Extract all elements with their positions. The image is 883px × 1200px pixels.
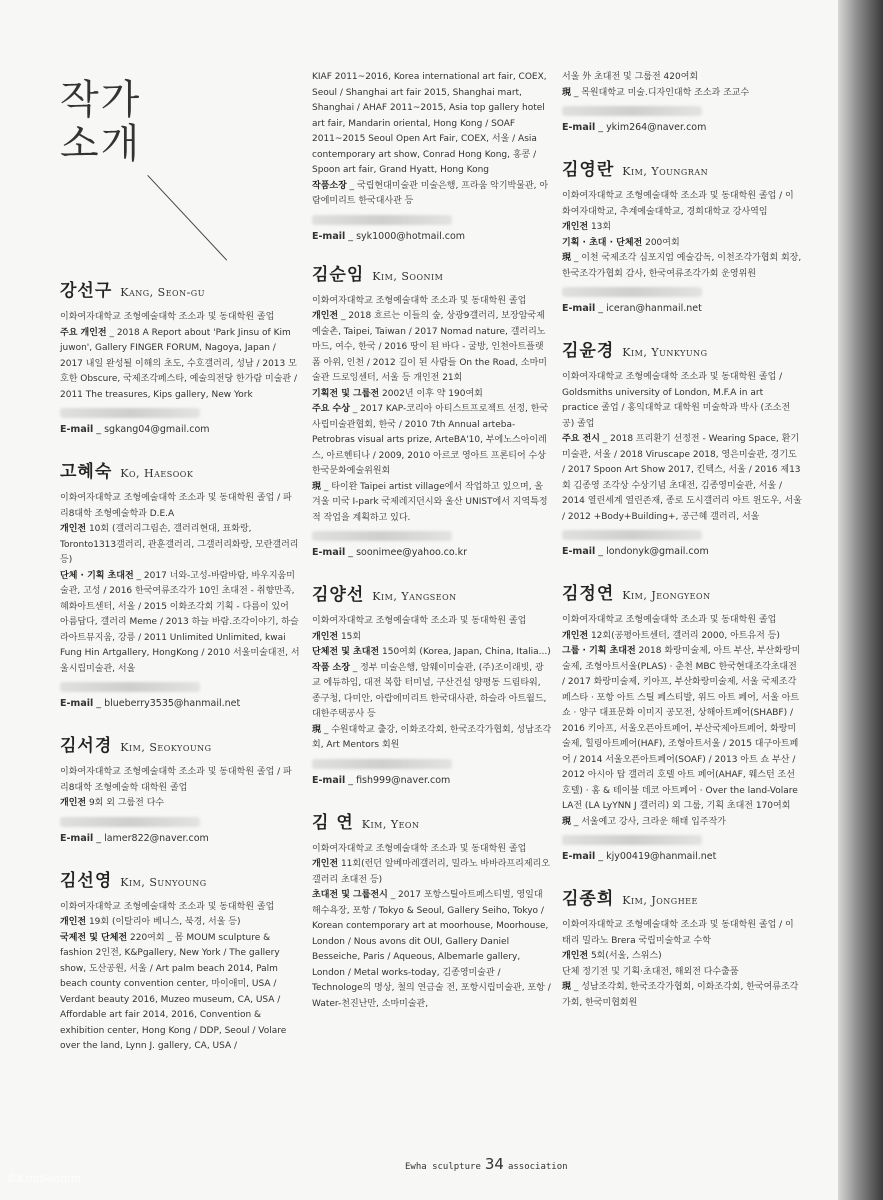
artist-name	[60, 276, 300, 301]
bio-label: 기획 · 초대 · 단체전	[562, 237, 643, 248]
artist-name	[562, 336, 802, 361]
bio-text: _ 수원대학교 출강, 이화조각회, 한국조각가협회, 성남조각회, Art Mentors 회원	[312, 724, 552, 750]
bio-label: 개인전	[562, 222, 589, 232]
artist-name-english: Kim, Jonghee	[622, 894, 698, 907]
bio-label: 작품소장	[312, 180, 347, 191]
artist-entry	[312, 580, 552, 786]
artist-entry	[562, 579, 802, 862]
artist-name-english: Kim, Seokyoung	[120, 741, 212, 754]
bio-label: 개인전	[60, 798, 87, 808]
column-2	[312, 70, 552, 1034]
artist-entry	[312, 808, 552, 1013]
title-divider-line	[147, 175, 227, 261]
bio-line	[312, 402, 552, 480]
bio-line	[60, 796, 300, 812]
artist-bio	[562, 918, 802, 1011]
bio-line	[312, 70, 552, 179]
artist-email: E-mail _ syk1000@hotmail.com	[312, 230, 466, 242]
bio-line	[312, 309, 552, 387]
bio-text: 11회(런던 알베마레갤러리, 밀라노 바바라프리제리오 갤러리 초대전 등)	[312, 859, 550, 885]
bio-text: 이화여자대학교 조형예술대학 조소과 및 동대학원 졸업	[60, 901, 275, 912]
footer-right: association	[507, 1162, 568, 1172]
bio-text: _ 2018 흐르는 이들의 숲, 상광9갤러리, 보장암국제예술촌, Taipei, Taiwan / 2017 Nomad nature, 갤러리노마드, 여수, 한국 / 2016 땅이 된 바다 - 굴방, 인천아트플랫폼 아위, 인천 / 2012 길이 된 사람들 On the Road, 소마미술관 드로잉센터, 서울 등 개인전 21회	[312, 311, 547, 383]
redacted-contact	[312, 215, 452, 225]
bio-text: _ 서울예고 강사, 크라운 해태 입주작가	[571, 816, 726, 827]
artist-name-korean: 김종희	[562, 889, 615, 909]
bio-label: 작품 소장	[312, 662, 350, 673]
column-3	[562, 70, 802, 1033]
bio-line	[562, 965, 802, 981]
email-address: londonyk@gmail.com	[606, 546, 709, 557]
bio-line	[562, 629, 802, 645]
bio-text: 2002년 이후 약 190여회	[379, 388, 483, 399]
bio-label: 現	[312, 481, 322, 492]
bio-label: 現	[312, 724, 322, 735]
bio-line	[60, 915, 300, 931]
bio-line	[562, 189, 802, 220]
artist-name-english: Kim, Yangseon	[372, 590, 457, 603]
email-address: ykim264@naver.com	[606, 122, 707, 133]
bio-line	[60, 569, 300, 678]
bio-line	[562, 613, 802, 629]
artist-name	[312, 808, 552, 833]
bio-line	[562, 644, 802, 815]
artist-name	[60, 731, 300, 756]
artist-name-korean: 김순임	[312, 264, 365, 285]
bio-label: 개인전	[562, 630, 589, 641]
bio-line	[60, 326, 300, 404]
artist-entry	[312, 260, 552, 559]
bio-line	[312, 614, 552, 630]
artist-name-english: Kim, Jeongyeon	[622, 589, 711, 602]
bio-text: _ 이천 국제조각 심포지엄 예술감독, 이천조각가협회 회장, 한국조각가협회 감사, 한국여류조각가회 운영위원	[562, 253, 802, 279]
artist-name-korean: 강선구	[60, 281, 113, 301]
bio-text: 이화여자대학교 조형예술대학 조소과 및 동대학원 졸업	[60, 312, 275, 322]
artist-entry	[562, 70, 802, 133]
artist-bio	[562, 189, 802, 282]
redacted-contact	[562, 106, 702, 116]
footer-left: Ewha sculpture	[405, 1162, 481, 1172]
bio-text: _ 2018 A Report about 'Park Jinsu of Kim juwon', Gallery FINGER FORUM, Nagoya, Japan / 2017 내일 완성될 이해의 초도, 수호갤러리, 성남 / 2013 모호한 Obscure, 국제조각페스타, 예술의전당 한가람 미술관 / 2011 The treasures, Kips gallery, New York	[60, 327, 297, 400]
artist-bio	[60, 765, 300, 812]
bio-label: 단체전 및 초대전	[312, 647, 380, 657]
bio-text: 이화여자대학교 조형예술대학 조소과 및 동대학원 졸업	[312, 295, 527, 306]
email-label: E-mail	[60, 424, 94, 435]
artist-entry-continued	[312, 70, 552, 242]
bio-line	[312, 723, 552, 754]
bio-text: 200여회	[642, 237, 680, 248]
redacted-contact	[312, 531, 452, 541]
bio-text-part-2: KIAF 2011~2016, Korea international art fair, COEX, Seoul / Shanghai art fair 2015, Shanghai mart, Shanghai / AHAF 2011~2015, Asia top gallery hotel art fair, Mandarin oriental, Hong Kong / SOAF 2011~2015 Seoul Open Art Fair, COEX, 서울 / Asia contemporary art show, Conrad Hong Kong, 홍콩 / Spoon art fair, Grand Hyatt, Hong Kong	[312, 72, 547, 175]
bio-text: 150여회 (Korea, Japan, China, Italia...)	[379, 647, 551, 657]
artist-name	[312, 580, 552, 605]
artist-email: E-mail _ fish999@naver.com	[312, 774, 451, 786]
artist-bio	[312, 70, 552, 210]
email-label: E-mail	[562, 851, 596, 862]
bio-text: _ 2018 프리환기 선정전 - Wearing Space, 환기미술관, 서울 / 2018 Viruscape 2018, 영은미술관, 경기도 / 2017 Spoon Art Show 2017, 킨텍스, 서울 / 2016 제13회 김종영 조각상 수상기념 초대전, 김종영미술관, 서울 / 2014 열린세계 열린존재, 종로 도시갤러리 아트 윈도우, 서울 / 2012 +Body+Building+, 공근혜 갤러리, 서울	[562, 434, 802, 522]
bio-text: 12회(공평아트센터, 갤러리 2000, 아트유저 등)	[588, 630, 780, 641]
bio-line	[562, 918, 802, 949]
bio-line	[562, 980, 802, 1011]
redacted-contact	[562, 530, 702, 540]
bio-line	[312, 387, 552, 403]
bio-text-part-1: 220여회 _ 몸 MOUM sculpture & fashion 2인전, K&Pgallery, New York / The gallery show, 도산공원, 서울 / Art palm beach 2014, Palm beach county convention center, 마이애미, USA / Verdant beauty 2016, Muzeo museum, CA, USA / Affordable art fair 2014, 2016, Convention & exhibition center, Hong Kong / DDP, Seoul / Volare over the land, Lynn J. gallery, CA, USA /	[60, 932, 287, 1051]
page-number: 34	[484, 1155, 504, 1173]
bio-line	[562, 949, 802, 965]
email-address: syk1000@hotmail.com	[356, 230, 466, 242]
artist-bio	[562, 613, 802, 830]
bio-line	[60, 310, 300, 326]
bio-text: _ 국립현대미술관 미술은행, 프라움 악기박물관, 아람에미리트 한국대사관 등	[312, 180, 549, 206]
bio-label: 단체 · 기획 초대전	[60, 570, 134, 581]
bio-line	[60, 900, 300, 916]
bio-line	[312, 630, 552, 646]
page-title: 작가 소개	[60, 77, 142, 167]
artist-name-korean: 김윤경	[562, 341, 615, 361]
artist-entry	[562, 336, 802, 557]
artist-name-english: Kim, Yunkyung	[622, 346, 708, 359]
bio-text: 단체 정기전 및 기획·초대전, 해외전 다수출품	[562, 966, 739, 977]
artist-bio	[60, 491, 300, 677]
email-label: E-mail	[60, 832, 94, 844]
email-address: fish999@naver.com	[356, 774, 451, 786]
artist-name-english: Kang, Seon-gu	[120, 286, 205, 299]
bio-text: 이화여자대학교 조형예술대학 조소과 및 동대학원 졸업 / 파리8대학 조형예술학과 D.E.A	[60, 493, 292, 519]
artist-email: E-mail _ kjy00419@hanmail.net	[562, 851, 717, 862]
artist-name-korean: 김선영	[60, 870, 113, 891]
bio-label: 現	[562, 816, 572, 827]
bio-text: 이화여자대학교 조형예술대학 조소과 및 동대학원 졸업 / 이화여자대학교, 추계예술대학교, 경희대학교 강사역임	[562, 191, 794, 217]
watermark: ©KimSoonim	[6, 1172, 81, 1185]
bio-text: _ 목원대학교 미술.디자인대학 조소과 조교수	[571, 87, 750, 98]
bio-text: _ 타이완 Taipei artist village에서 작업하고 있으며, 올 겨울 미국 I-park 국제레지던시와 울산 UNIST에서 지역특정적 작업을 계획하고 있다.	[312, 481, 548, 523]
bio-line	[60, 491, 300, 522]
page-edge-shadow	[838, 0, 883, 1200]
redacted-contact	[562, 287, 702, 297]
bio-text: 이화여자대학교 조형예술대학 조소과 및 동대학원 졸업 / 이태리 밀라노 Brera 국립미술학교 수학	[562, 920, 794, 946]
bio-line	[312, 842, 552, 858]
redacted-contact	[60, 682, 200, 692]
email-label: E-mail	[562, 303, 596, 314]
email-label: E-mail	[312, 230, 346, 242]
bio-text: 이화여자대학교 조형예술대학 조소과 및 동대학원 졸업	[312, 616, 527, 626]
artist-name	[60, 457, 300, 482]
artist-email: E-mail _ londonyk@gmail.com	[562, 546, 709, 557]
bio-text: 9회 외 그룹전 다수	[86, 798, 165, 808]
bio-label: 주요 전시	[562, 434, 600, 444]
artist-entry	[562, 155, 802, 314]
artist-name-korean: 김정연	[562, 584, 615, 604]
artist-email: E-mail _ ykim264@naver.com	[562, 122, 707, 133]
bio-text: 이화여자대학교 조형예술대학 조소과 및 동대학원 졸업 / 파리8대학 조형예술학 대학원 졸업	[60, 767, 292, 793]
bio-line	[562, 236, 802, 252]
artist-name-english: Kim, Sunyoung	[120, 875, 207, 889]
redacted-contact	[60, 408, 200, 418]
bio-line	[312, 857, 552, 888]
bio-line	[562, 251, 802, 282]
artist-name	[60, 866, 300, 891]
bio-label: 주요 개인전	[60, 327, 107, 338]
email-address: kjy00419@hanmail.net	[606, 851, 717, 862]
bio-label: 現	[562, 982, 572, 992]
email-address: soonimee@yahoo.co.kr	[356, 547, 467, 558]
bio-line	[562, 70, 802, 86]
bio-text: 10회 (갤러리그림손, 갤러리현대, 표화랑, Toronto1313갤러리, 관훈갤러리, 그갤러리화랑, 모란갤러리 등)	[60, 524, 299, 565]
bio-line	[60, 765, 300, 796]
artist-name	[562, 579, 802, 604]
bio-text: 서울 外 초대전 및 그룹전 420여회	[562, 72, 699, 82]
email-address: iceran@hanmail.net	[606, 303, 702, 314]
bio-line	[312, 179, 552, 210]
email-label: E-mail	[562, 546, 596, 557]
bio-line	[562, 220, 802, 236]
bio-label: 주요 수상	[312, 404, 350, 414]
artist-name-english: Kim, Soonim	[372, 269, 444, 283]
bio-text: _ 성남조각회, 한국조각가협회, 이화조각회, 한국여류조각가회, 한국미협회원	[562, 982, 799, 1008]
bio-text: 19회 (이탈리아 베니스, 북경, 서울 등)	[86, 917, 241, 927]
artist-bio	[562, 370, 802, 525]
bio-label: 現	[562, 87, 572, 98]
bio-label: 개인전	[60, 524, 87, 534]
bio-line	[60, 931, 300, 1055]
artist-name-korean: 김영란	[562, 160, 615, 180]
bio-label: 기획전 및 그룹전	[312, 388, 380, 399]
bio-line	[312, 888, 552, 1012]
bio-label: 그룹 · 기획 초대전	[562, 646, 636, 656]
artist-bio	[312, 294, 552, 527]
email-address: sgkang04@gmail.com	[104, 424, 210, 435]
artist-email: E-mail _ lamer822@naver.com	[60, 832, 209, 844]
artist-name-english: Ko, Haesook	[120, 467, 194, 480]
artist-name-english: Kim, Yeon	[361, 817, 420, 831]
email-address: lamer822@naver.com	[104, 832, 209, 844]
artist-name-korean: 김양선	[312, 585, 365, 605]
email-address: blueberry3535@hanmail.net	[104, 698, 241, 709]
artist-entry	[60, 731, 300, 844]
bio-text: 이화여자대학교 조형예술대학 조소과 및 동대학원 졸업	[562, 615, 777, 625]
bio-label: 개인전	[312, 311, 339, 321]
bio-label: 국제전 및 단체전	[60, 932, 128, 943]
artist-email: E-mail _ soonimee@yahoo.co.kr	[312, 547, 467, 558]
artist-bio	[312, 614, 552, 754]
artist-name	[562, 155, 802, 180]
bio-text: 13회	[588, 222, 612, 232]
bio-text: _ 2017 KAP-코리아 아티스트프로젝트 선정, 한국사립미술관협회, 한국 / 2010 7th Annual arteba-Petrobras visual arts prize, ArteBA'10, 부에노스아이레스, 아르헨티나 / 2009, 2010 아르코 영아트 프론티어 수상 한국문화예술위원회	[312, 404, 549, 476]
bio-text: _ 2017 너와-고성-바람바람, 바우지움미술관, 고성 / 2016 한국여류조각가 10인 초대전 - 취향만족, 혜화아트센터, 서울 / 2015 이화조각회 기획 - 다름이 있어 아름답다, 갤러리 Meme / 2013 하늘 바람.조각이야기, 하슬라아트뮤지움, 강릉 / 2011 Unlimited Unlimited, kwai Fung Hin Artgallery, HongKong / 2010 서울미술대전, 서울시립미술관, 서울	[60, 570, 300, 674]
bio-line	[312, 661, 552, 723]
artist-bio	[60, 310, 300, 403]
redacted-contact	[562, 835, 702, 845]
bio-text: 15회	[338, 631, 362, 642]
bio-text: 이화여자대학교 조형예술대학 조소과 및 동대학원 졸업	[312, 843, 527, 854]
artist-bio	[312, 842, 552, 1013]
artist-name-english: Kim, Youngran	[622, 165, 709, 178]
page-footer	[405, 1155, 568, 1173]
bio-text: _ 2017 포항스틸아트페스티벌, 영일대 해수욕장, 포항 / Tokyo & Seoul, Gallery Seiho, Tokyo / Korean contemporary art at moorhouse, Moorhouse, London / Nous avons dit OUI, Gallery Daniel Besseiche, Paris / Aqueous, Albemarle gallery, London / Metal works-today, 김종영미술관 / Technologe의 명상, 철의 연금술 전, 포항시립미술관, 포항 / Water-천진난만, 소마미술관,	[312, 890, 551, 1009]
artist-bio	[60, 900, 300, 1055]
artist-name-korean: 고혜숙	[60, 462, 113, 482]
bio-line	[562, 432, 802, 525]
artist-email: E-mail _ iceran@hanmail.net	[562, 303, 702, 314]
artist-email: E-mail _ blueberry3535@hanmail.net	[60, 698, 241, 709]
bio-text: 이화여자대학교 조형예술대학 조소과 및 동대학원 졸업 / Goldsmiths university of London, M.F.A in art practice 졸업 / 홍익대학교 대학원 미술학과 박사 (조소전공) 졸업	[562, 372, 791, 429]
email-label: E-mail	[562, 122, 596, 133]
artist-name-korean: 김 연	[312, 812, 354, 833]
bio-line	[562, 815, 802, 831]
bio-line	[562, 86, 802, 102]
email-label: E-mail	[312, 547, 346, 558]
redacted-contact	[60, 817, 200, 827]
artist-email: E-mail _ sgkang04@gmail.com	[60, 424, 210, 435]
bio-label: 개인전	[60, 917, 87, 927]
bio-line	[312, 480, 552, 527]
bio-label: 개인전	[312, 631, 339, 642]
artist-name	[562, 884, 802, 909]
artist-entry	[60, 866, 300, 1055]
email-label: E-mail	[312, 774, 346, 786]
bio-label: 개인전	[562, 951, 589, 961]
bio-label: 초대전 및 그룹전시	[312, 890, 388, 900]
bio-label: 現	[562, 253, 572, 263]
bio-text: 2018 화랑미술제, 아트 부산, 부산화랑미술제, 조형아트서울(PLAS) · 춘천 MBC 한국현대조각초대전 / 2017 화랑미술제, 키아프, 부산화랑미술제, 서울 국제조각페스타 · 포항 아트 스틸 페스티발, 위드 아트 페어, 서울 아트 쇼 · 양구 대표문화 이미지 공모전, 상해아트페어(SHABF) / 2016 키아프, 서울오픈아트페어, 부산국제아트페어, 화랑미술제, 힐링아트페어(HAF), 조형아트서울 / 2015 대구아트페어 / 2014 서울오픈아트페어(SOAF) / 2013 아트 쇼 부산 / 2012 아시아 탑 갤러리 호텔 아트 페어(AHAF, 웨스턴 조선 호텔) · 홈 & 테이블 데코 아트페어 · Over the land-Volare LA전 (LA LyYNN J 갤러리) 외 그룹, 기획 초대전 170여회	[562, 646, 801, 811]
bio-line	[312, 294, 552, 310]
redacted-contact	[312, 759, 452, 769]
artist-entry	[60, 276, 300, 435]
bio-label: 개인전	[312, 859, 339, 869]
artist-entry	[562, 884, 802, 1011]
bio-text: _ 정부 미술은행, 암웨이미술관, (주)조이래빗, 광교 에듀하임, 대전 복합 터미널, 구산건설 양평동 드림타워, 종구청, 다미안, 아랍에미리트 한국대사관, 하슬라 아트월드, 대한주택공사 등	[312, 662, 547, 719]
artist-bio	[562, 70, 802, 101]
artist-name-korean: 김서경	[60, 736, 113, 756]
column-1	[60, 276, 300, 1073]
artist-name	[312, 260, 552, 285]
email-label: E-mail	[60, 698, 94, 709]
bio-line	[312, 645, 552, 661]
bio-line	[562, 370, 802, 432]
bio-line	[60, 522, 300, 569]
bio-text: 5회(서울, 스위스)	[588, 951, 662, 961]
artist-entry	[60, 457, 300, 709]
